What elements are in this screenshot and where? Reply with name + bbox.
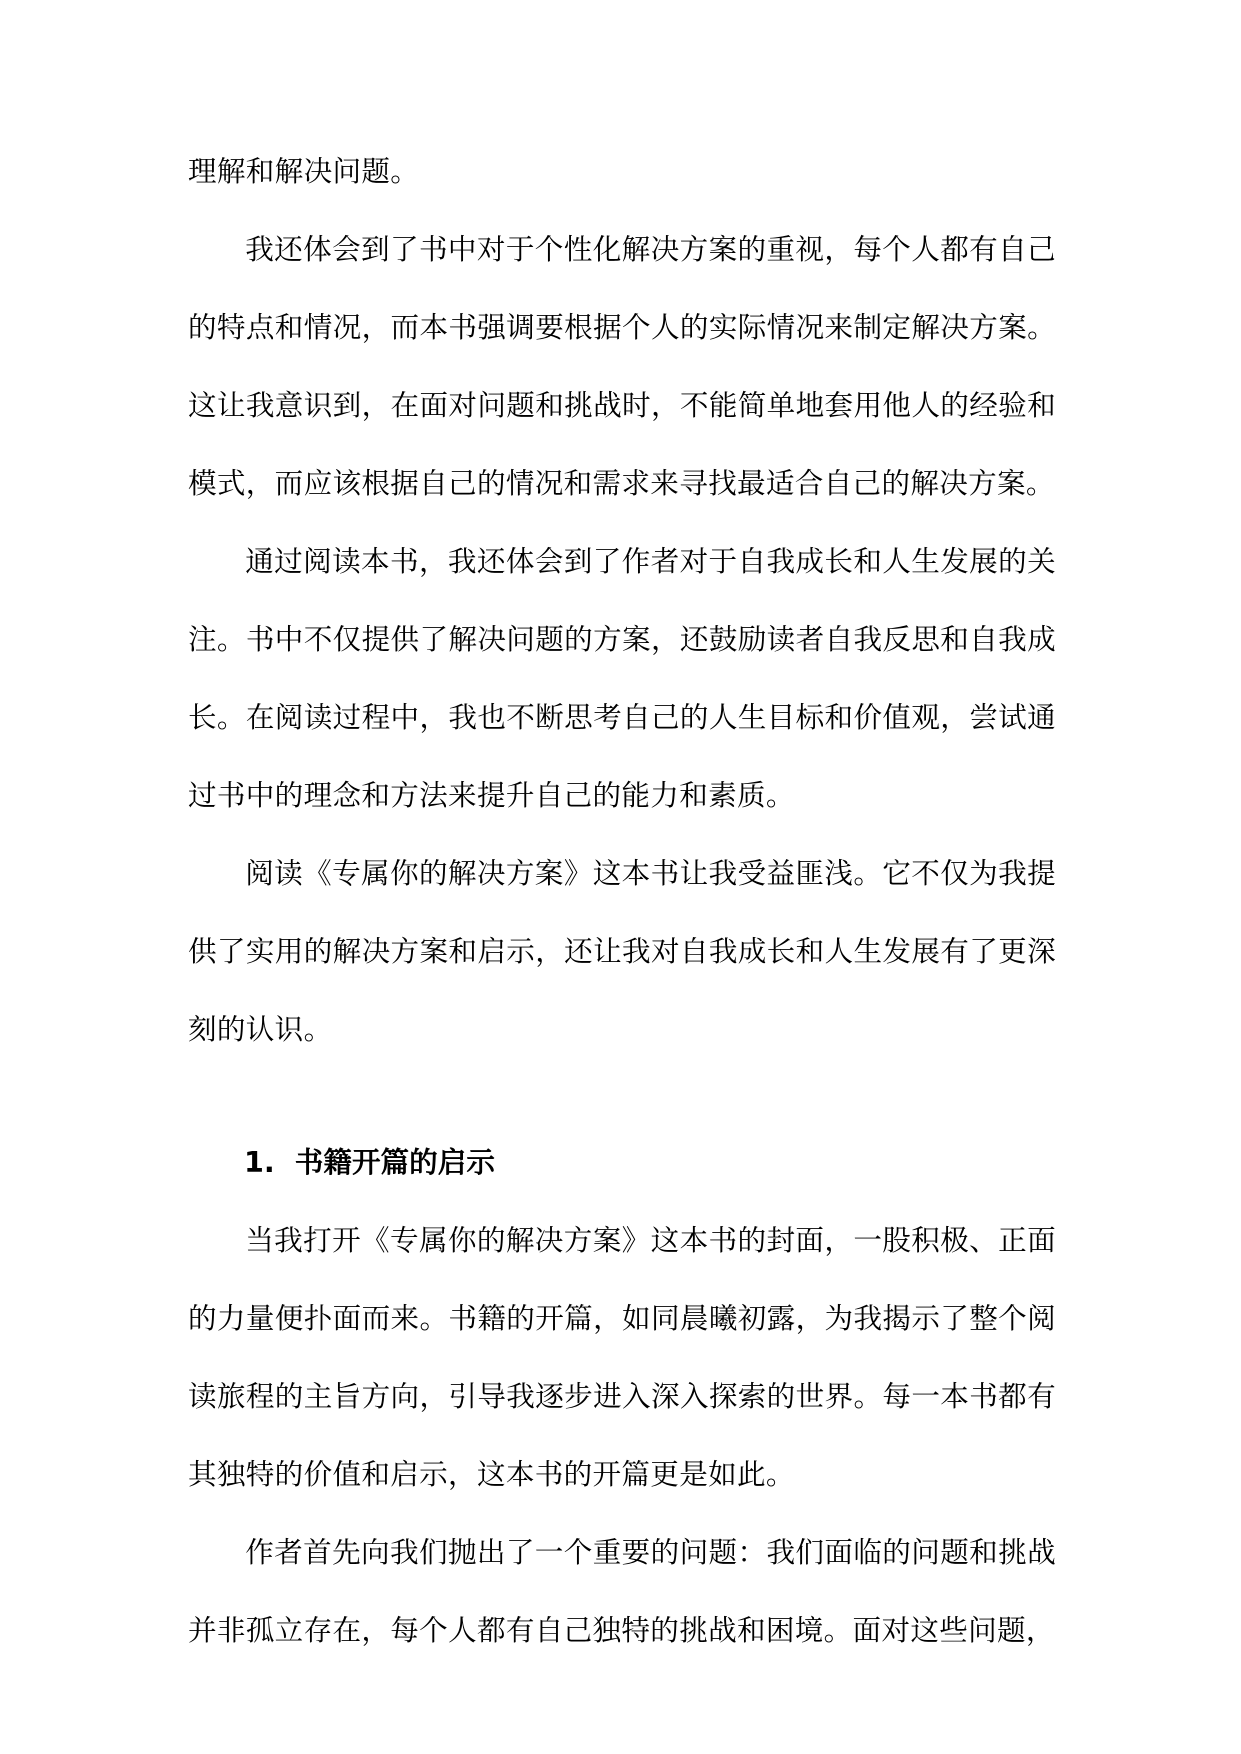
- paragraph: 作者首先向我们抛出了一个重要的问题：我们面临的问题和挑战并非孤立存在，每个人都有自己独特的挑战和困境。面对这些问题，: [188, 1535, 1056, 1647]
- paragraph: 当我打开《专属你的解决方案》这本书的封面，一股积极、正面的力量便扑面而来。书籍的开篇，如同晨曦初露，为我揭示了整个阅读旅程的主旨方向，引导我逐步进入深入探索的世界。每一本书都有其独特的价值和启示，这本书的开篇更是如此。: [188, 1223, 1056, 1491]
- section-title: 书籍开篇的启示: [294, 1145, 495, 1179]
- paragraph-continuation: 理解和解决问题。: [188, 154, 420, 188]
- paragraph: 阅读《专属你的解决方案》这本书让我受益匪浅。它不仅为我提供了实用的解决方案和启示，还让我对自我成长和人生发展有了更深刻的认识。: [188, 856, 1056, 1046]
- section-heading: [188, 1123, 1056, 1201]
- paragraph: 通过阅读本书，我还体会到了作者对于自我成长和人生发展的关注。书中不仅提供了解决问题的方案，还鼓励读者自我反思和自我成长。在阅读过程中，我也不断思考自己的人生目标和价值观，尝试通过书中的理念和方法来提升自己的能力和素质。: [188, 544, 1056, 812]
- paragraph: 我还体会到了书中对于个性化解决方案的重视，每个人都有自己的特点和情况，而本书强调要根据个人的实际情况来制定解决方案。这让我意识到，在面对问题和挑战时，不能简单地套用他人的经验和模式，而应该根据自己的情况和需求来寻找最适合自己的解决方案。: [188, 232, 1056, 500]
- section-number: 1.: [244, 1145, 275, 1179]
- document-body: [188, 132, 1056, 1669]
